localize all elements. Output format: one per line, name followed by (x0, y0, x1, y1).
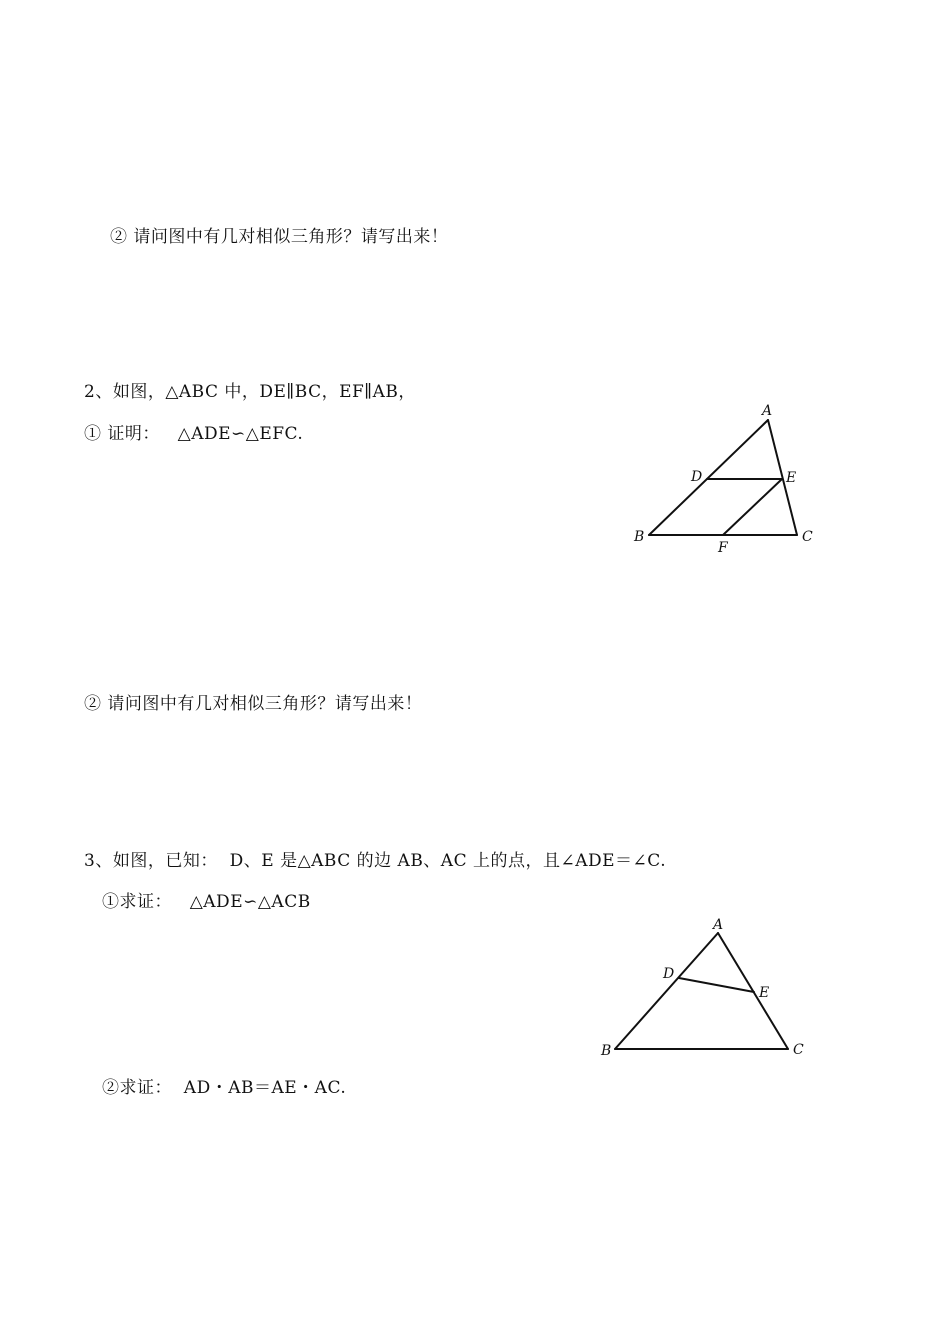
q2-label-a: A (762, 403, 773, 419)
q2-stem-text: 2、如图，△ABC 中，DE∥BC，EF∥AB， (84, 382, 416, 402)
q3-label-d: D (663, 966, 675, 982)
q2-part2-text: ② 请问图中有几对相似三角形？请写出来！ (84, 694, 423, 714)
q2-label-c: C (802, 529, 813, 545)
q3-label-e: E (759, 985, 770, 1001)
q1-part2-text: ② 请问图中有几对相似三角形？请写出来！ (110, 227, 449, 247)
q3-part1-text: ①求证： △ADE∽△ACB (102, 892, 311, 912)
q3-label-a: A (713, 917, 724, 933)
q3-stem-text: 3、如图，已知： D、E 是△ABC 的边 AB、AC 上的点，且∠ADE＝∠C. (84, 851, 667, 871)
q3-label-c: C (793, 1042, 804, 1058)
q3-part2-text: ②求证： AD・AB＝AE・AC. (102, 1078, 347, 1098)
q2-label-d: D (691, 469, 703, 485)
q2-triangle-figure (615, 398, 835, 568)
q3-triangle-figure (582, 907, 812, 1072)
q2-label-f: F (718, 540, 728, 556)
q2-label-b: B (634, 529, 645, 545)
q2-label-e: E (786, 470, 797, 486)
q2-part1-text: ① 证明： △ADE∽△EFC. (84, 424, 304, 444)
q3-label-b: B (601, 1043, 612, 1059)
